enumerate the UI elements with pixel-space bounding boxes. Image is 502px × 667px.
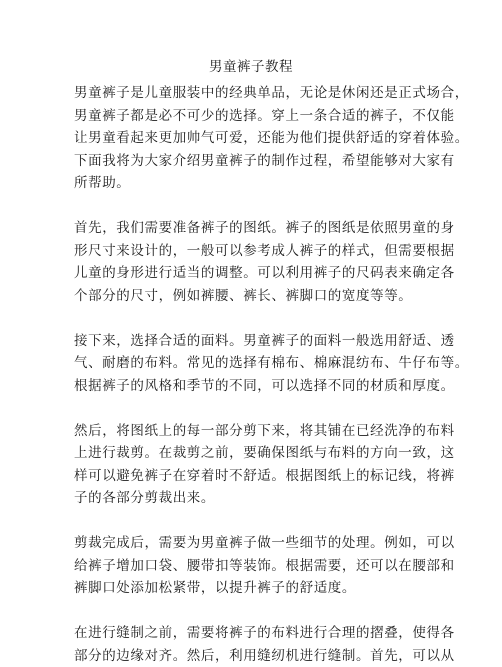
text-line: 给裤子增加口袋、腰带扣等装饰。根据需要，还可以在腰部和	[74, 555, 434, 578]
text-line: 部分的边缘对齐。然后，利用缝纫机进行缝制。首先，可以从	[74, 645, 434, 667]
text-line: 首先，我们需要准备裤子的图纸。裤子的图纸是依照男童的身	[74, 217, 434, 240]
paragraph	[74, 622, 434, 667]
text-line: 然后，将图纸上的每一部分剪下来，将其铺在已经洗净的布料	[74, 420, 434, 443]
text-line: 形尺寸来设计的，一般可以参考成人裤子的样式，但需要根据	[74, 240, 434, 263]
text-line: 气、耐磨的布料。常见的选择有棉布、棉麻混纺布、牛仔布等。	[74, 352, 434, 375]
text-line: 上进行裁剪。在裁剪之前，要确保图纸与布料的方向一致，这	[74, 442, 434, 465]
paragraph-gap	[74, 307, 434, 330]
text-line: 儿童的身形进行适当的调整。可以利用裤子的尺码表来确定各	[74, 262, 434, 285]
text-line: 男童裤子都是必不可少的选择。穿上一条合适的裤子，不仅能	[74, 105, 434, 128]
text-line: 样可以避免裤子在穿着时不舒适。根据图纸上的标记线，将裤	[74, 465, 434, 488]
text-line: 所帮助。	[74, 172, 434, 195]
paragraph-gap	[74, 510, 434, 533]
text-line: 裤脚口处添加松紧带，以提升裤子的舒适度。	[74, 577, 434, 600]
text-line: 让男童看起来更加帅气可爱，还能为他们提供舒适的穿着体验。	[74, 127, 434, 150]
text-line: 男童裤子是儿童服装中的经典单品，无论是休闲还是正式场合，	[74, 82, 434, 105]
text-line: 根据裤子的风格和季节的不同，可以选择不同的材质和厚度。	[74, 375, 434, 398]
paragraph	[74, 82, 434, 195]
paragraph	[74, 217, 434, 307]
paragraph-gap	[74, 600, 434, 623]
paragraph-gap	[74, 195, 434, 218]
paragraph-gap	[74, 397, 434, 420]
text-line: 个部分的尺寸，例如裤腰、裤长、裤脚口的宽度等等。	[74, 285, 434, 308]
text-line: 在进行缝制之前，需要将裤子的布料进行合理的摺叠，使得各	[74, 622, 434, 645]
paragraph	[74, 330, 434, 398]
text-line: 下面我将为大家介绍男童裤子的制作过程，希望能够对大家有	[74, 150, 434, 173]
paragraph	[74, 420, 434, 510]
document-title: 男童裤子教程	[0, 58, 502, 76]
document-body	[74, 82, 434, 667]
paragraph	[74, 532, 434, 600]
text-line: 剪裁完成后，需要为男童裤子做一些细节的处理。例如，可以	[74, 532, 434, 555]
text-line: 子的各部分剪裁出来。	[74, 487, 434, 510]
text-line: 接下来，选择合适的面料。男童裤子的面料一般选用舒适、透	[74, 330, 434, 353]
